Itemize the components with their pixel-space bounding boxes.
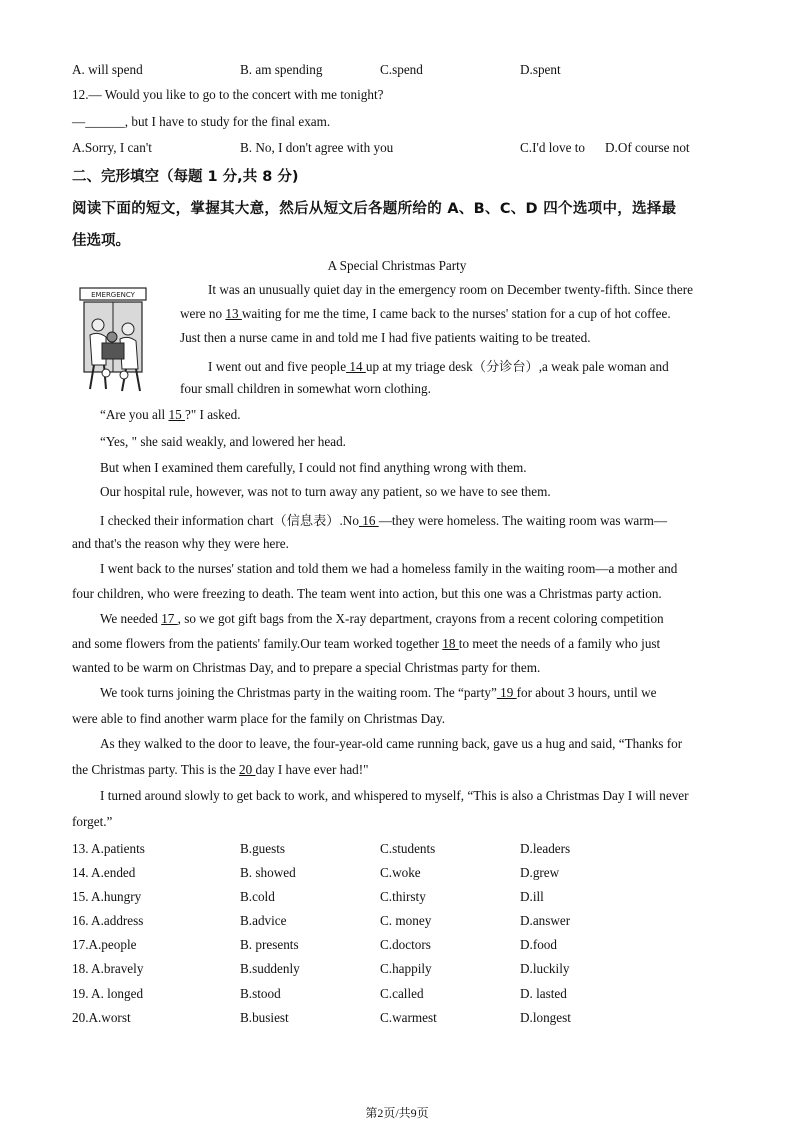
q12-option-c: C.I'd love to (520, 140, 586, 155)
q11-options (72, 62, 732, 80)
section-heading: 二、完形填空（每题 1 分,共 8 分) (72, 169, 299, 185)
option-a[interactable]: 13. A.patients (72, 841, 145, 856)
option-c[interactable]: C. money (380, 913, 432, 928)
p7-line1: I checked their information chart（信息表）.No 16 —they were homeless. The waiting room was warm— (100, 513, 668, 528)
p4: “Yes, " she said weakly, and lowered her head. (100, 434, 346, 449)
p12-line2: forget.” (72, 814, 113, 829)
p1-line2: were no 13 waiting for me the time, I came back to the nurses' station for a cup of hot coffee. (180, 306, 671, 321)
p11-line2: the Christmas party. This is the 20 day I have ever had!" (72, 762, 369, 777)
option-row-16 (72, 913, 732, 931)
option-a[interactable]: 16. A.address (72, 913, 144, 928)
option-d[interactable]: D. lasted (520, 986, 567, 1001)
p1-line3: Just then a nurse came in and told me I had five patients waiting to be treated. (180, 330, 591, 345)
option-d[interactable]: D.leaders (520, 841, 571, 856)
q12-option-d: D.Of course not (605, 140, 690, 155)
option-row-15 (72, 889, 732, 907)
q11-option-b: B. am spending (240, 62, 323, 77)
q12-options (72, 140, 732, 158)
option-b[interactable]: B.busiest (240, 1010, 289, 1025)
q12-question: 12.— Would you like to go to the concert with me tonight? (72, 87, 384, 102)
option-b[interactable]: B.guests (240, 841, 286, 856)
emergency-sign-label: EMERGENCY (91, 291, 135, 299)
p5: But when I examined them carefully, I could not find anything wrong with them. (100, 460, 527, 475)
option-b[interactable]: B. showed (240, 865, 296, 880)
option-a[interactable]: 19. A. longed (72, 986, 144, 1001)
option-b[interactable]: B.suddenly (240, 961, 300, 976)
option-c[interactable]: C.doctors (380, 937, 431, 952)
p9-line1: We needed 17 , so we got gift bags from the X-ray department, crayons from a recent coloring competition (100, 611, 664, 626)
option-b[interactable]: B. presents (240, 937, 299, 952)
option-row-20 (72, 1010, 732, 1028)
option-a[interactable]: 18. A.bravely (72, 961, 144, 976)
p8-line2: four children, who were freezing to death. The team went into action, but this one was a Christmas party action. (72, 586, 662, 601)
blank-16[interactable]: 16 (358, 513, 379, 528)
p11-line1: As they walked to the door to leave, the four-year-old came running back, gave us a hug and said, “Thanks for (100, 736, 683, 751)
passage-title: A Special Christmas Party (327, 258, 467, 273)
option-b[interactable]: B.cold (240, 889, 275, 904)
p12-line1: I turned around slowly to get back to work, and whispered to myself, “This is also a Christmas Day I will never (100, 788, 689, 803)
p9-line3: wanted to be warm on Christmas Day, and to prepare a special Christmas party for them. (72, 660, 541, 675)
p9-line2: and some flowers from the patients' family.Our team worked together 18 to meet the needs of a family who just (72, 636, 661, 651)
blank-19[interactable]: 19 (496, 685, 517, 700)
q11-option-d: D.spent (520, 62, 561, 77)
blank-20[interactable]: 20 (239, 762, 256, 777)
option-c[interactable]: C.thirsty (380, 889, 426, 904)
option-d[interactable]: D.food (520, 937, 557, 952)
q12-answer-line: —______, but I have to study for the final exam. (72, 114, 331, 129)
p10-line2: were able to find another warm place for the family on Christmas Day. (72, 711, 446, 726)
option-d[interactable]: D.grew (520, 865, 560, 880)
option-row-13 (72, 841, 732, 859)
option-a[interactable]: 20.A.worst (72, 1010, 131, 1025)
p7-line2: and that's the reason why they were here. (72, 536, 289, 551)
option-a[interactable]: 17.A.people (72, 937, 137, 952)
q11-option-c: C.spend (380, 62, 423, 77)
option-d[interactable]: D.answer (520, 913, 571, 928)
p6: Our hospital rule, however, was not to turn away any patient, so we have to see them. (100, 484, 551, 499)
option-row-17 (72, 937, 732, 955)
p1-line1: It was an unusually quiet day in the emergency room on December twenty-fifth. Since there (208, 282, 693, 297)
option-b[interactable]: B.stood (240, 986, 281, 1001)
option-d[interactable]: D.longest (520, 1010, 571, 1025)
option-b[interactable]: B.advice (240, 913, 287, 928)
q12-option-a: A.Sorry, I can't (72, 140, 152, 155)
option-d[interactable]: D.ill (520, 889, 544, 904)
section-instruction-line1: 阅读下面的短文，掌握其大意，然后从短文后各题所给的 A、B、C、D 四个选项中，选择最 (72, 201, 677, 217)
blank-14[interactable]: 14 (346, 359, 366, 374)
option-c[interactable]: C.woke (380, 865, 421, 880)
blank-17[interactable]: 17 (161, 611, 178, 626)
p2-line2: four small children in somewhat worn clothing. (180, 381, 431, 396)
option-c[interactable]: C.students (380, 841, 436, 856)
option-c[interactable]: C.happily (380, 961, 432, 976)
p2-line1: I went out and five people 14 up at my triage desk（分诊台）,a weak pale woman and (208, 359, 669, 374)
p10-line1: We took turns joining the Christmas party in the waiting room. The “party” 19 for about 3 hours, until we (100, 685, 657, 700)
p3: “Are you all 15 ?" I asked. (100, 407, 241, 422)
option-a[interactable]: 14. A.ended (72, 865, 136, 880)
option-row-18 (72, 961, 732, 979)
option-c[interactable]: C.warmest (380, 1010, 437, 1025)
p8-line1: I went back to the nurses' station and told them we had a homeless family in the waiting room—a mother and (100, 561, 678, 576)
q12-option-b: B. No, I don't agree with you (240, 140, 394, 155)
q11-option-a: A. will spend (72, 62, 143, 77)
blank-18[interactable]: 18 (442, 636, 459, 651)
option-c[interactable]: C.called (380, 986, 424, 1001)
option-row-19 (72, 986, 732, 1004)
blank-13[interactable]: 13 (225, 306, 242, 321)
option-d[interactable]: D.luckily (520, 961, 570, 976)
emergency-illustration (76, 285, 150, 395)
option-row-14 (72, 865, 732, 883)
page-footer: 第2页/共9页 (365, 1106, 429, 1120)
option-a[interactable]: 15. A.hungry (72, 889, 142, 904)
section-instruction-line2: 佳选项。 (72, 233, 130, 249)
blank-15[interactable]: 15 (168, 407, 185, 422)
